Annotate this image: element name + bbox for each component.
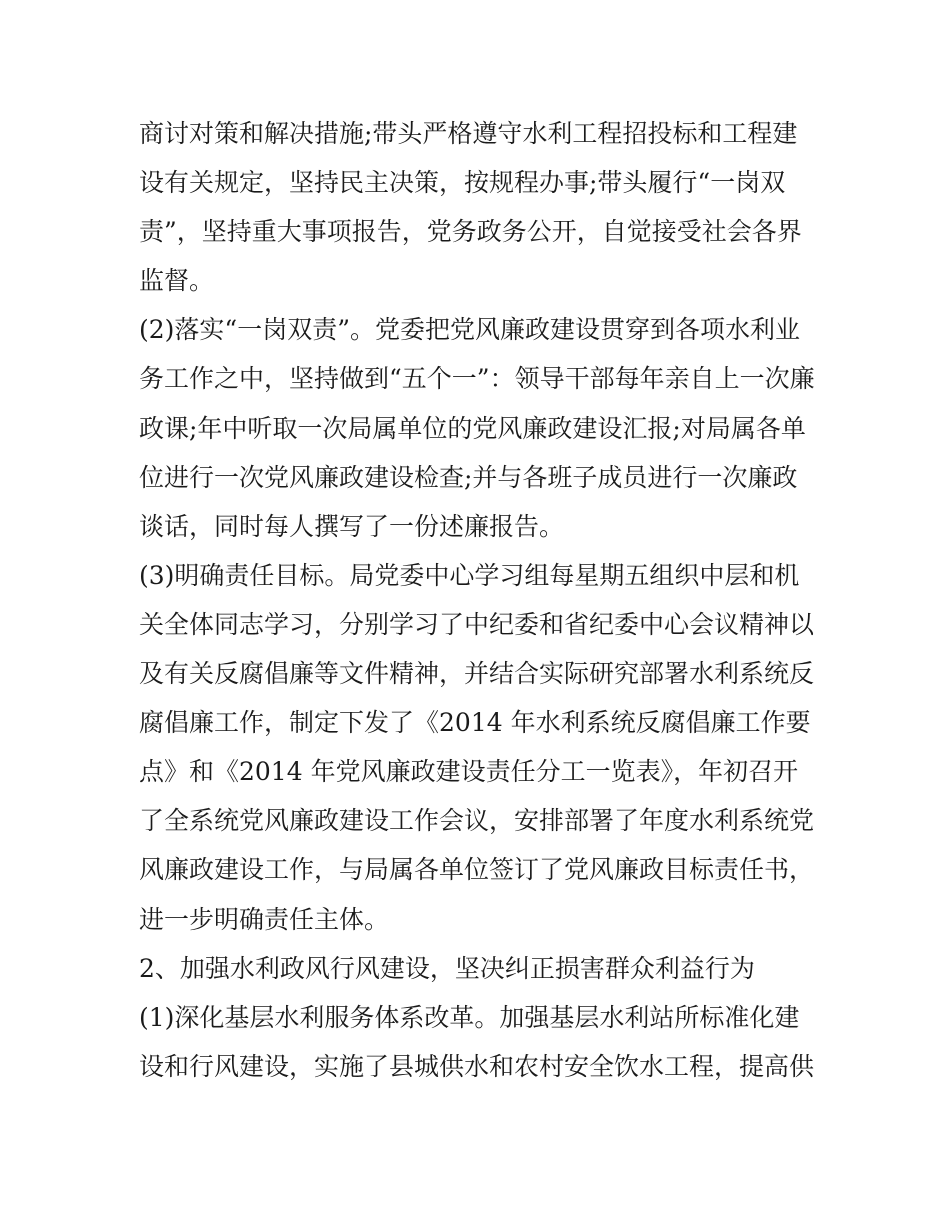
text-line: 进一步明确责任主体。 <box>139 904 390 934</box>
text-line: (1)深化基层水利服务体系改革。加强基层水利站所标准化建 <box>139 1002 800 1032</box>
section-heading: 2、加强水利政风行风建设，坚决纠正损害群众利益行为 <box>139 953 755 983</box>
text-line: 设和行风建设，实施了县城供水和农村安全饮水工程，提高供 <box>139 1051 815 1081</box>
text-line: 设有关规定，坚持民主决策，按规程办事;带头履行“一岗双 <box>139 168 786 198</box>
text-line: (3)明确责任目标。局党委中心学习组每星期五组织中层和机 <box>139 560 800 590</box>
text-line: 务工作之中，坚持做到“五个一”：领导干部每年亲自上一次廉 <box>139 364 815 394</box>
text-line: 腐倡廉工作，制定下发了《2014 年水利系统反腐倡廉工作要 <box>139 708 811 738</box>
text-line: 监督。 <box>139 266 215 296</box>
text-line: 责”，坚持重大事项报告，党务政务公开，自觉接受社会各界 <box>139 217 802 247</box>
text-line: 位进行一次党风廉政建设检查;并与各班子成员进行一次廉政 <box>139 462 798 492</box>
text-line: 政课;年中听取一次局属单位的党风廉政建设汇报;对局属各单 <box>139 413 806 443</box>
text-line: 关全体同志学习，分别学习了中纪委和省纪委中心会议精神以 <box>139 609 815 639</box>
text-line: (2)落实“一岗双责”。党委把党风廉政建设贯穿到各项水利业 <box>139 315 800 345</box>
text-line: 谈话，同时每人撰写了一份述廉报告。 <box>139 511 565 541</box>
text-line: 点》和《2014 年党风廉政建设责任分工一览表》，年初召开 <box>139 757 799 787</box>
text-line: 风廉政建设工作，与局属各单位签订了党风廉政目标责任书， <box>139 855 815 885</box>
text-line: 及有关反腐倡廉等文件精神，并结合实际研究部署水利系统反 <box>139 659 815 689</box>
text-line: 商讨对策和解决措施;带头严格遵守水利工程招投标和工程建 <box>139 119 798 148</box>
text-line: 了全系统党风廉政建设工作会议，安排部署了年度水利系统党 <box>139 806 815 836</box>
document-body <box>139 109 819 1091</box>
